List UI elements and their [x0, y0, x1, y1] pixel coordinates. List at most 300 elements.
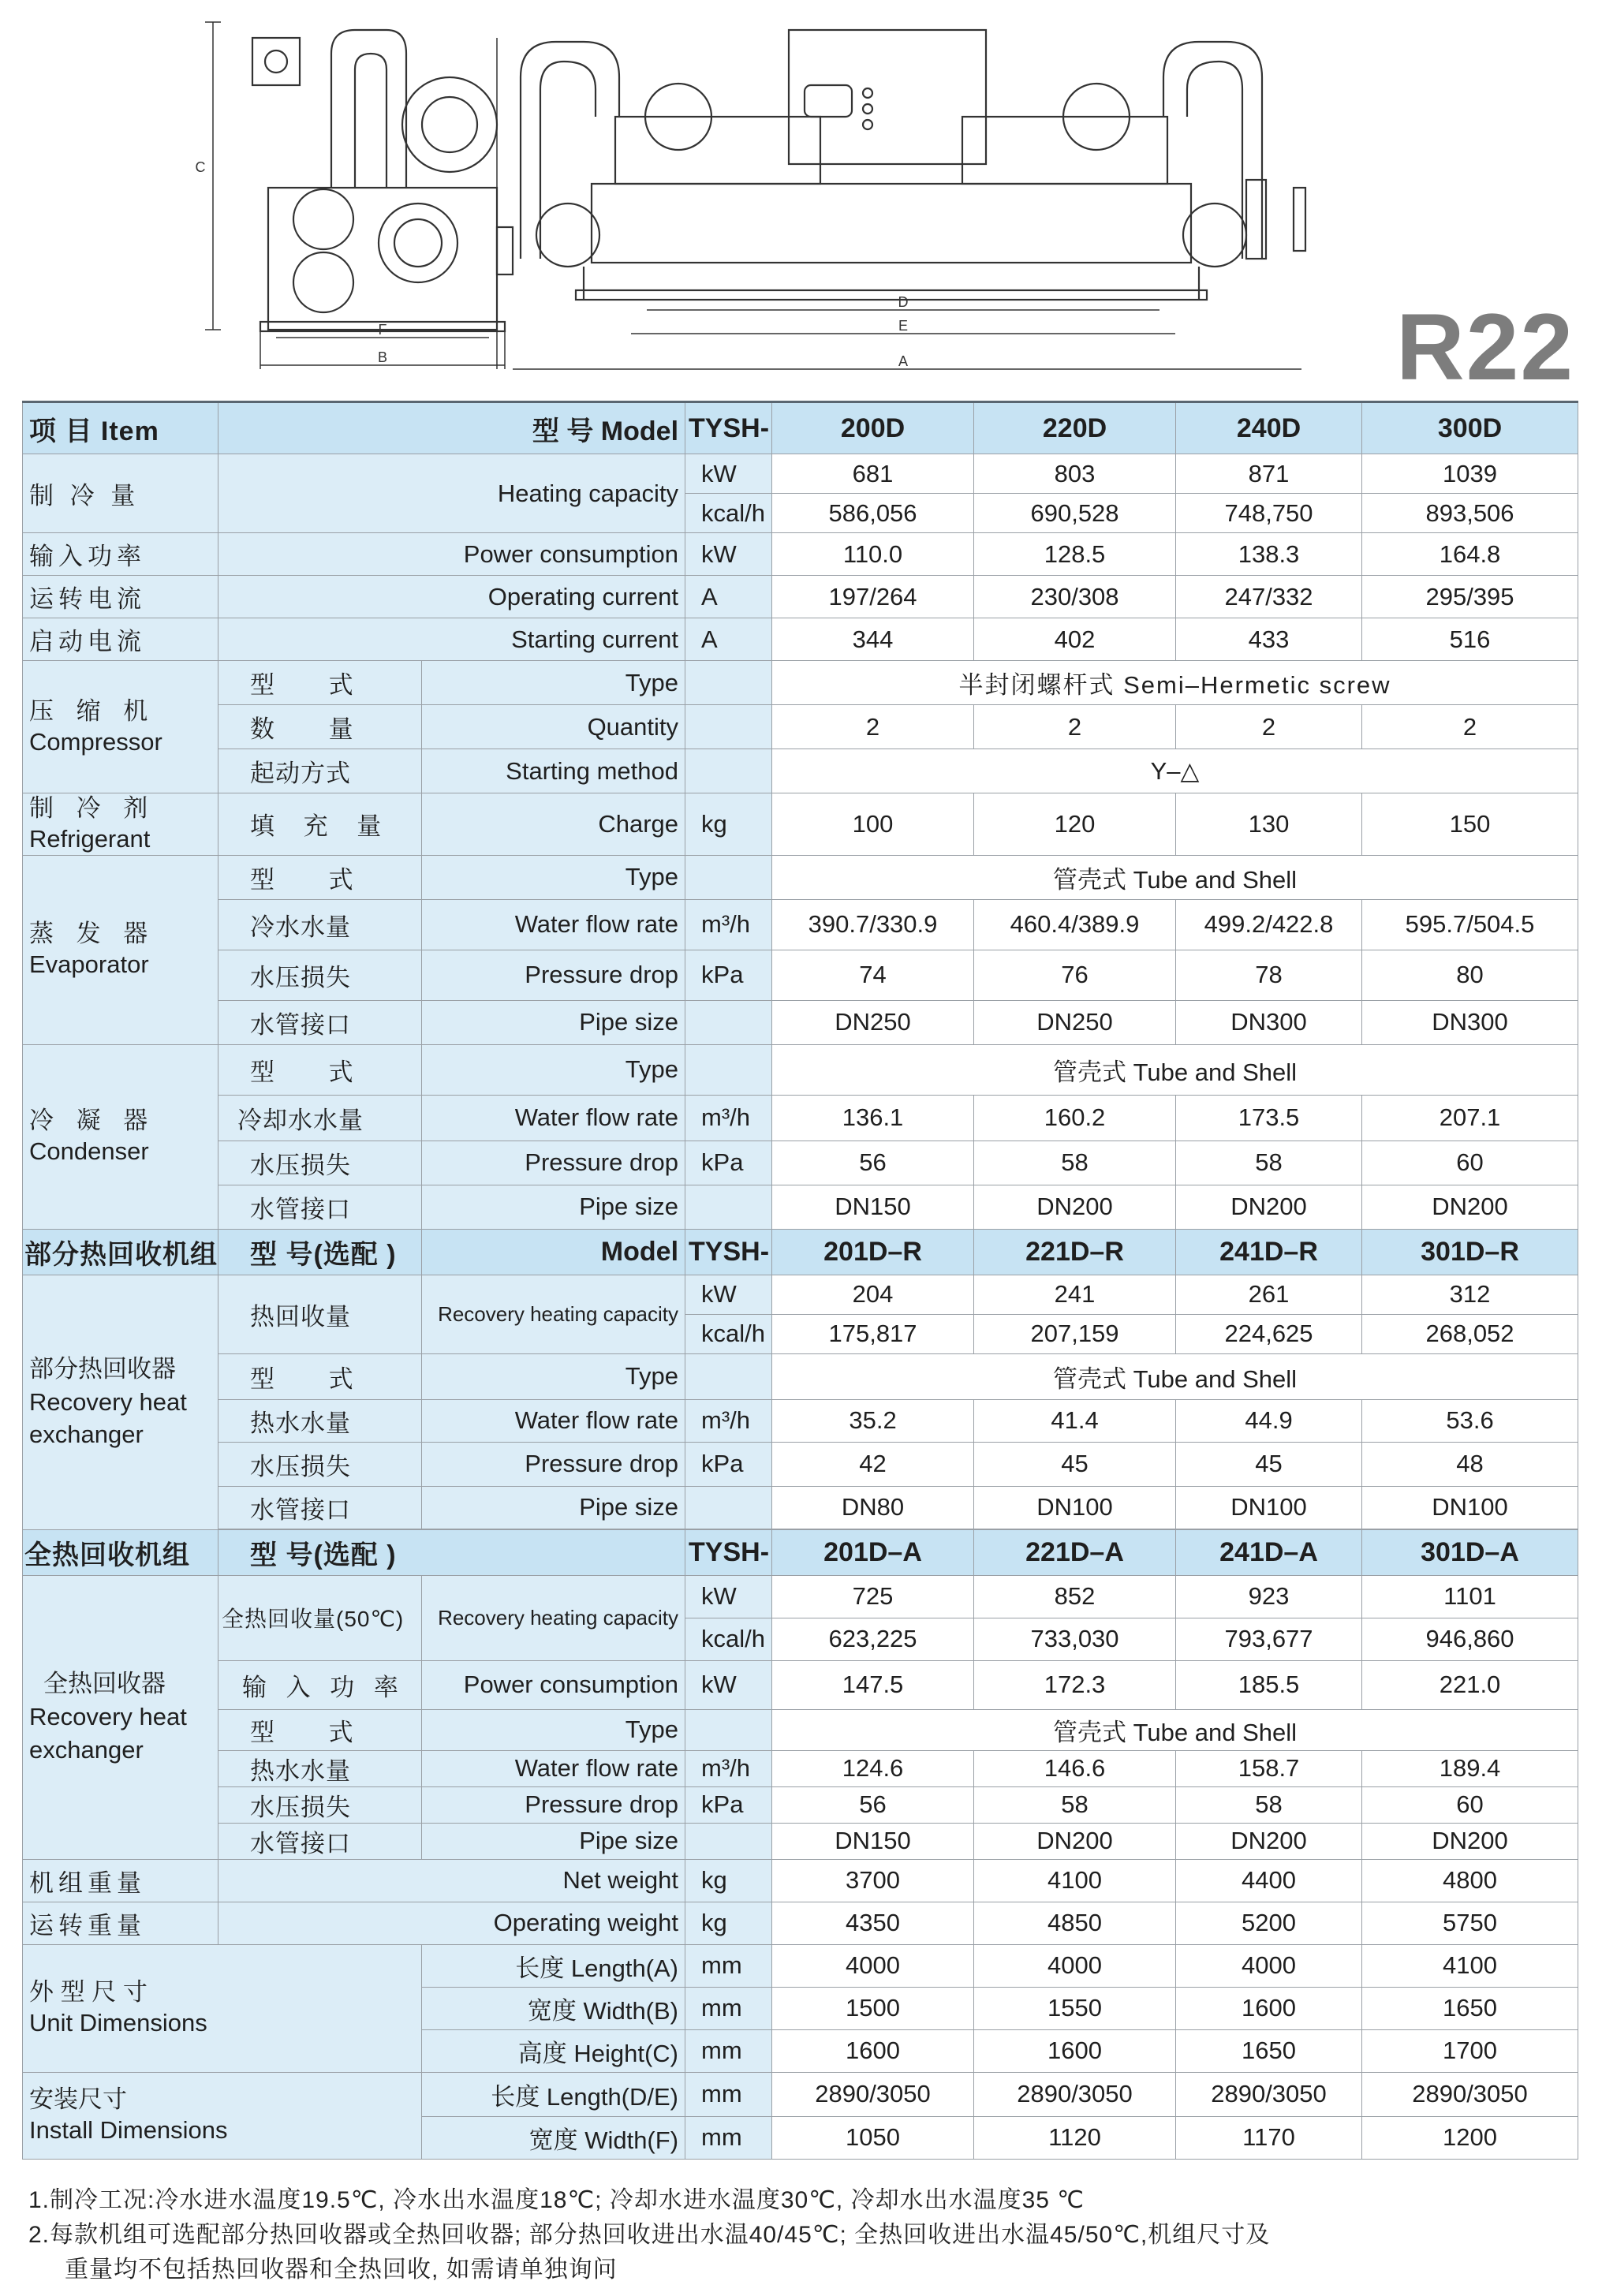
value-cell: 1600 — [974, 2029, 1176, 2072]
dim-label-f: F — [378, 322, 387, 338]
full-group-label: 全热回收机组 — [23, 1529, 218, 1575]
value-cell: DN200 — [1362, 1823, 1578, 1859]
sub-label: 全热回收量(50℃) — [218, 1575, 422, 1660]
value-cell: DN150 — [772, 1823, 974, 1859]
model-241d-r: 241D–R — [1176, 1229, 1362, 1275]
unit-cell: m³/h — [685, 899, 772, 950]
header-item: 项 目 Item — [23, 402, 218, 454]
install-dimensions-cn: 安装尺寸 — [29, 2085, 127, 2114]
evaporator-flow-row — [23, 899, 1578, 950]
value-cell: DN200 — [974, 1185, 1176, 1229]
unit-cell-empty — [685, 661, 772, 705]
value-cell: DN200 — [1362, 1185, 1578, 1229]
value-cell: 4000 — [772, 1944, 974, 1987]
unit-length-row — [23, 1944, 1578, 1987]
cooling-capacity-row — [23, 454, 1578, 494]
value-cell: 4800 — [1362, 1859, 1578, 1902]
evaporator-pd-row — [23, 950, 1578, 1000]
unit-cell-empty — [685, 1823, 772, 1859]
sub-label: 填 充 量 — [218, 793, 422, 856]
partial-group-label: 部分热回收机组 — [23, 1229, 218, 1275]
footnote-2: 2.每款机组可选配部分热回收器或全热回收器; 部分热回收进出水温40/45℃; 全热回收进出水温45/50℃,机组尺寸及 — [28, 2222, 1271, 2248]
value-cell: 230/308 — [974, 576, 1176, 618]
sub-label-en: Water flow rate — [422, 1095, 685, 1141]
value-cell: 803 — [974, 454, 1176, 494]
unit-cell: m³/h — [685, 1750, 772, 1786]
sub-label-en: Type — [422, 855, 685, 899]
dim-label-e: E — [898, 318, 909, 334]
value-cell: 44.9 — [1176, 1399, 1362, 1442]
value-cell: 433 — [1176, 618, 1362, 661]
value-cell: 185.5 — [1176, 1660, 1362, 1709]
net-weight-row — [23, 1859, 1578, 1902]
value-cell: 586,056 — [772, 494, 974, 533]
value-cell: 295/395 — [1362, 576, 1578, 618]
value-cell: 197/264 — [772, 576, 974, 618]
partial-model-cn: 型 号(选配 ) — [218, 1229, 422, 1275]
model-240d: 240D — [1176, 402, 1362, 454]
sub-label: 型 式 — [218, 661, 422, 705]
compressor-qty-row — [23, 705, 1578, 749]
condenser-cn: 冷 凝 器 — [29, 1107, 156, 1135]
model-300d: 300D — [1362, 402, 1578, 454]
unit-cell-empty — [685, 1044, 772, 1095]
sub-label: 水压损失 — [218, 1786, 422, 1823]
value-cell: DN200 — [1176, 1185, 1362, 1229]
value-cell: 623,225 — [772, 1618, 974, 1660]
operating-current-en: Operating current — [218, 576, 685, 618]
value-cell: 4400 — [1176, 1859, 1362, 1902]
value-cell: DN200 — [974, 1823, 1176, 1859]
value-cell: 1650 — [1176, 2029, 1362, 2072]
value-cell: 681 — [772, 454, 974, 494]
unit-cell: A — [685, 618, 772, 661]
refrigerant-row — [23, 793, 1578, 856]
value-cell: 1600 — [1176, 1987, 1362, 2029]
condenser-en: Condenser — [29, 1137, 149, 1165]
unit-cell-empty — [685, 1353, 772, 1399]
unit-cell: kW — [685, 533, 772, 576]
partial-exchanger-en: Recovery heat exchanger — [29, 1387, 187, 1449]
value-cell: DN80 — [772, 1486, 974, 1529]
sub-label: 热水水量 — [218, 1399, 422, 1442]
unit-cell: kW — [685, 1660, 772, 1709]
refrigerant-en: Refrigerant — [29, 824, 151, 853]
full-prefix: TYSH- — [685, 1529, 772, 1575]
dim-label: 宽度 Width(F) — [422, 2116, 685, 2159]
unit-kw: kW — [685, 1275, 772, 1314]
value-cell: 893,506 — [1362, 494, 1578, 533]
value-cell: 344 — [772, 618, 974, 661]
value-cell: 58 — [1176, 1141, 1362, 1185]
value-cell: 725 — [772, 1575, 974, 1618]
full-pd-row — [23, 1786, 1578, 1823]
sub-label-en: Pipe size — [422, 1823, 685, 1859]
value-cell: DN100 — [974, 1486, 1176, 1529]
install-length-row — [23, 2072, 1578, 2116]
partial-capacity-row — [23, 1275, 1578, 1314]
model-201d-r: 201D–R — [772, 1229, 974, 1275]
cooling-capacity-label: 制 冷 量 — [23, 454, 218, 533]
unit-kw: kW — [685, 454, 772, 494]
refrigerant-label — [23, 793, 218, 856]
sub-label-en: Water flow rate — [422, 899, 685, 950]
value-cell: 147.5 — [772, 1660, 974, 1709]
sub-label-en: Charge — [422, 793, 685, 856]
unit-cell-empty — [685, 1000, 772, 1044]
sub-label: 热水水量 — [218, 1750, 422, 1786]
value-cell: 110.0 — [772, 533, 974, 576]
evaporator-pipe-row — [23, 1000, 1578, 1044]
model-301d-a: 301D–A — [1362, 1529, 1578, 1575]
value-cell: 60 — [1362, 1141, 1578, 1185]
value-cell: 1600 — [772, 2029, 974, 2072]
value-cell: 146.6 — [974, 1750, 1176, 1786]
value-cell: DN300 — [1176, 1000, 1362, 1044]
model-200d: 200D — [772, 402, 974, 454]
footnote-2-cont: 重量均不包括热回收器和全热回收, 如需请单独询问 — [65, 2257, 618, 2283]
value-cell: 76 — [974, 950, 1176, 1000]
value-cell: 946,860 — [1362, 1618, 1578, 1660]
value-cell: 128.5 — [974, 533, 1176, 576]
value-cell: 499.2/422.8 — [1176, 899, 1362, 950]
evaporator-label — [23, 855, 218, 1044]
operating-weight-row — [23, 1902, 1578, 1944]
sub-label: 冷水水量 — [218, 899, 422, 950]
value-cell: 124.6 — [772, 1750, 974, 1786]
sub-label-en: Type — [422, 1044, 685, 1095]
value-cell: 58 — [974, 1786, 1176, 1823]
dim-label-d: D — [898, 294, 909, 310]
value-cell: 4100 — [974, 1859, 1176, 1902]
condenser-pd-row — [23, 1141, 1578, 1185]
unit-kcal: kcal/h — [685, 494, 772, 533]
value-cell: 58 — [1176, 1786, 1362, 1823]
unit-cell: kPa — [685, 1141, 772, 1185]
sub-label-en: Type — [422, 1353, 685, 1399]
sub-label: 型 式 — [218, 855, 422, 899]
compressor-type-row — [23, 661, 1578, 705]
unit-cell-empty — [685, 855, 772, 899]
unit-cell: kg — [685, 1859, 772, 1902]
value-cell: DN250 — [772, 1000, 974, 1044]
sub-label-en: Pressure drop — [422, 1786, 685, 1823]
unit-cell: mm — [685, 1987, 772, 2029]
power-row — [23, 533, 1578, 576]
value-cell: 5750 — [1362, 1902, 1578, 1944]
value-cell: 53.6 — [1362, 1399, 1578, 1442]
full-exchanger-label — [23, 1575, 218, 1859]
value-cell: 247/332 — [1176, 576, 1362, 618]
model-family-title: R22 — [1396, 294, 1575, 400]
sub-label-en: Water flow rate — [422, 1399, 685, 1442]
value-cell: 224,625 — [1176, 1314, 1362, 1353]
value-cell: 871 — [1176, 454, 1362, 494]
dim-label: 高度 Height(C) — [422, 2029, 685, 2072]
sub-label: 水管接口 — [218, 1823, 422, 1859]
sub-label-en: Recovery heating capacity — [422, 1575, 685, 1660]
model-201d-a: 201D–A — [772, 1529, 974, 1575]
partial-type-value: 管壳式 Tube and Shell — [772, 1353, 1578, 1399]
value-cell: DN200 — [1176, 1823, 1362, 1859]
sub-label-en: Recovery heating capacity — [422, 1275, 685, 1353]
full-flow-row — [23, 1750, 1578, 1786]
full-type-row — [23, 1709, 1578, 1750]
full-exchanger-cn: 全热回收器 — [43, 1670, 166, 1698]
value-cell: 45 — [974, 1442, 1176, 1486]
header-model: 型 号 Model — [218, 402, 685, 454]
value-cell: 2890/3050 — [772, 2072, 974, 2116]
model-221d-a: 221D–A — [974, 1529, 1176, 1575]
power-en: Power consumption — [218, 533, 685, 576]
value-cell: 173.5 — [1176, 1095, 1362, 1141]
value-cell: 100 — [772, 793, 974, 856]
value-cell: 74 — [772, 950, 974, 1000]
value-cell: 268,052 — [1362, 1314, 1578, 1353]
evaporator-en: Evaporator — [29, 950, 149, 978]
partial-flow-row — [23, 1399, 1578, 1442]
value-cell: 2 — [1176, 705, 1362, 749]
sub-label: 型 式 — [218, 1044, 422, 1095]
dim-label: 宽度 Width(B) — [422, 1987, 685, 2029]
value-cell: 2 — [974, 705, 1176, 749]
value-cell: 130 — [1176, 793, 1362, 856]
unit-cell: kPa — [685, 950, 772, 1000]
dim-label-c: C — [195, 159, 206, 175]
chiller-drawing — [189, 6, 1309, 377]
value-cell: 175,817 — [772, 1314, 974, 1353]
value-cell: 748,750 — [1176, 494, 1362, 533]
partial-pipe-row — [23, 1486, 1578, 1529]
value-cell: 1650 — [1362, 1987, 1578, 2029]
evaporator-type-row — [23, 855, 1578, 899]
sub-label: 输 入 功 率 — [218, 1660, 422, 1709]
value-cell: 160.2 — [974, 1095, 1176, 1141]
operating-weight-en: Operating weight — [218, 1902, 685, 1944]
sub-label: 起动方式 — [218, 749, 422, 793]
value-cell: 45 — [1176, 1442, 1362, 1486]
unit-dimensions-label — [23, 1944, 422, 2072]
full-pipe-row — [23, 1823, 1578, 1859]
value-cell: 1101 — [1362, 1575, 1578, 1618]
unit-cell-empty — [685, 1185, 772, 1229]
sub-label: 水管接口 — [218, 1486, 422, 1529]
value-cell: 923 — [1176, 1575, 1362, 1618]
value-cell: 5200 — [1176, 1902, 1362, 1944]
value-cell: 1500 — [772, 1987, 974, 2029]
sub-label: 水压损失 — [218, 950, 422, 1000]
unit-cell: kPa — [685, 1442, 772, 1486]
sub-label: 型 式 — [218, 1353, 422, 1399]
value-cell: 3700 — [772, 1859, 974, 1902]
net-weight-label: 机组重量 — [23, 1859, 218, 1902]
value-cell: 207,159 — [974, 1314, 1176, 1353]
unit-cell-empty — [685, 1709, 772, 1750]
unit-cell: m³/h — [685, 1399, 772, 1442]
compressor-start-row — [23, 749, 1578, 793]
value-cell: DN100 — [1362, 1486, 1578, 1529]
value-cell: 4850 — [974, 1902, 1176, 1944]
value-cell: 4350 — [772, 1902, 974, 1944]
footnote-1: 1.制冷工况:冷水进水温度19.5℃, 冷水出水温度18℃; 冷却水进水温度30℃, 冷却水出水温度35 ℃ — [28, 2187, 1085, 2213]
value-cell: 42 — [772, 1442, 974, 1486]
value-cell: 189.4 — [1362, 1750, 1578, 1786]
value-cell: 595.7/504.5 — [1362, 899, 1578, 950]
value-cell: 4000 — [1176, 1944, 1362, 1987]
sub-label: 水管接口 — [218, 1185, 422, 1229]
sub-label-en: Pressure drop — [422, 1442, 685, 1486]
refrigerant-cn: 制 冷 剂 — [29, 794, 156, 822]
value-cell: 312 — [1362, 1275, 1578, 1314]
unit-cell: kg — [685, 793, 772, 856]
starting-current-label: 启动电流 — [23, 618, 218, 661]
value-cell: 402 — [974, 618, 1176, 661]
unit-dimensions-en: Unit Dimensions — [29, 2009, 207, 2037]
full-recovery-header-row — [23, 1529, 1578, 1575]
sub-label-en: Pipe size — [422, 1000, 685, 1044]
value-cell: 138.3 — [1176, 533, 1362, 576]
full-capacity-row — [23, 1575, 1578, 1618]
condenser-label — [23, 1044, 218, 1229]
value-cell: 56 — [772, 1786, 974, 1823]
compressor-label — [23, 661, 218, 793]
value-cell: 516 — [1362, 618, 1578, 661]
value-cell: 204 — [772, 1275, 974, 1314]
install-dimensions-label — [23, 2072, 422, 2159]
value-cell: 4100 — [1362, 1944, 1578, 1987]
sub-label-en: Water flow rate — [422, 1750, 685, 1786]
partial-type-row — [23, 1353, 1578, 1399]
sub-label-en: Pipe size — [422, 1486, 685, 1529]
partial-recovery-header-row — [23, 1229, 1578, 1275]
partial-model-en: Model — [422, 1229, 685, 1275]
sub-label: 热回收量 — [218, 1275, 422, 1353]
unit-cell-empty — [685, 749, 772, 793]
model-221d-r: 221D–R — [974, 1229, 1176, 1275]
value-cell: DN100 — [1176, 1486, 1362, 1529]
value-cell: 136.1 — [772, 1095, 974, 1141]
sub-label: 水管接口 — [218, 1000, 422, 1044]
unit-cell: mm — [685, 2029, 772, 2072]
sub-label-en: Type — [422, 1709, 685, 1750]
value-cell: 172.3 — [974, 1660, 1176, 1709]
unit-kcal: kcal/h — [685, 1618, 772, 1660]
dim-label-a: A — [898, 353, 909, 369]
value-cell: 2890/3050 — [974, 2072, 1176, 2116]
value-cell: DN300 — [1362, 1000, 1578, 1044]
value-cell: 2 — [772, 705, 974, 749]
value-cell: 261 — [1176, 1275, 1362, 1314]
value-cell: 35.2 — [772, 1399, 974, 1442]
unit-cell-empty — [685, 1486, 772, 1529]
value-cell: 158.7 — [1176, 1750, 1362, 1786]
cooling-capacity-en: Heating capacity — [218, 454, 685, 533]
value-cell: 1120 — [974, 2116, 1176, 2159]
value-cell: 58 — [974, 1141, 1176, 1185]
operating-current-label: 运转电流 — [23, 576, 218, 618]
unit-cell: mm — [685, 2116, 772, 2159]
value-cell: 2 — [1362, 705, 1578, 749]
value-cell: 78 — [1176, 950, 1362, 1000]
condenser-flow-row — [23, 1095, 1578, 1141]
sub-label-en: Quantity — [422, 705, 685, 749]
install-dimensions-en: Install Dimensions — [29, 2116, 228, 2144]
header-prefix: TYSH- — [685, 402, 772, 454]
value-cell: 60 — [1362, 1786, 1578, 1823]
unit-cell: mm — [685, 2072, 772, 2116]
value-cell: 207.1 — [1362, 1095, 1578, 1141]
sub-label: 水压损失 — [218, 1141, 422, 1185]
operating-weight-label: 运转重量 — [23, 1902, 218, 1944]
compressor-cn: 压 缩 机 — [29, 696, 156, 725]
value-cell: DN150 — [772, 1185, 974, 1229]
value-cell: DN250 — [974, 1000, 1176, 1044]
unit-cell: m³/h — [685, 1095, 772, 1141]
evaporator-cn: 蒸 发 器 — [29, 920, 156, 948]
full-type-value: 管壳式 Tube and Shell — [772, 1709, 1578, 1750]
value-cell: 4000 — [974, 1944, 1176, 1987]
sub-label-en: Power consumption — [422, 1660, 685, 1709]
value-cell: 1039 — [1362, 454, 1578, 494]
sub-label-en: Pipe size — [422, 1185, 685, 1229]
evaporator-type-value: 管壳式 Tube and Shell — [772, 855, 1578, 899]
value-cell: 1170 — [1176, 2116, 1362, 2159]
value-cell: 164.8 — [1362, 533, 1578, 576]
dim-label: 长度 Length(D/E) — [422, 2072, 685, 2116]
partial-pd-row — [23, 1442, 1578, 1486]
partial-exchanger-cn: 部分热回收器 — [29, 1354, 176, 1383]
sub-label-en: Pressure drop — [422, 950, 685, 1000]
header-row — [23, 402, 1578, 454]
full-model-cn: 型 号(选配 ) — [218, 1529, 685, 1575]
sub-label: 冷却水水量 — [218, 1095, 422, 1141]
value-cell: 1700 — [1362, 2029, 1578, 2072]
partial-prefix: TYSH- — [685, 1229, 772, 1275]
value-cell: 48 — [1362, 1442, 1578, 1486]
sub-label-en: Starting method — [422, 749, 685, 793]
value-cell: 733,030 — [974, 1618, 1176, 1660]
unit-cell: kg — [685, 1902, 772, 1944]
unit-cell: mm — [685, 1944, 772, 1987]
sub-label-en: Pressure drop — [422, 1141, 685, 1185]
sub-label-en: Type — [422, 661, 685, 705]
condenser-pipe-row — [23, 1185, 1578, 1229]
starting-current-row — [23, 618, 1578, 661]
operating-current-row — [23, 576, 1578, 618]
value-cell: 150 — [1362, 793, 1578, 856]
net-weight-en: Net weight — [218, 1859, 685, 1902]
starting-current-en: Starting current — [218, 618, 685, 661]
full-power-row — [23, 1660, 1578, 1709]
sub-label: 数 量 — [218, 705, 422, 749]
value-cell: 793,677 — [1176, 1618, 1362, 1660]
condenser-type-row — [23, 1044, 1578, 1095]
value-cell: 460.4/389.9 — [974, 899, 1176, 950]
unit-dimensions-cn: 外 型 尺 寸 — [29, 1978, 148, 2007]
unit-cell: A — [685, 576, 772, 618]
value-cell: 56 — [772, 1141, 974, 1185]
condenser-type-value: 管壳式 Tube and Shell — [772, 1044, 1578, 1095]
spec-table — [22, 401, 1578, 2160]
sub-label: 型 式 — [218, 1709, 422, 1750]
partial-exchanger-label — [23, 1275, 218, 1529]
compressor-type-value: 半封闭螺杆式 Semi–Hermetic screw — [772, 661, 1578, 705]
model-220d: 220D — [974, 402, 1176, 454]
value-cell: 690,528 — [974, 494, 1176, 533]
sub-label: 水压损失 — [218, 1442, 422, 1486]
value-cell: 852 — [974, 1575, 1176, 1618]
dim-label-b: B — [377, 349, 388, 365]
